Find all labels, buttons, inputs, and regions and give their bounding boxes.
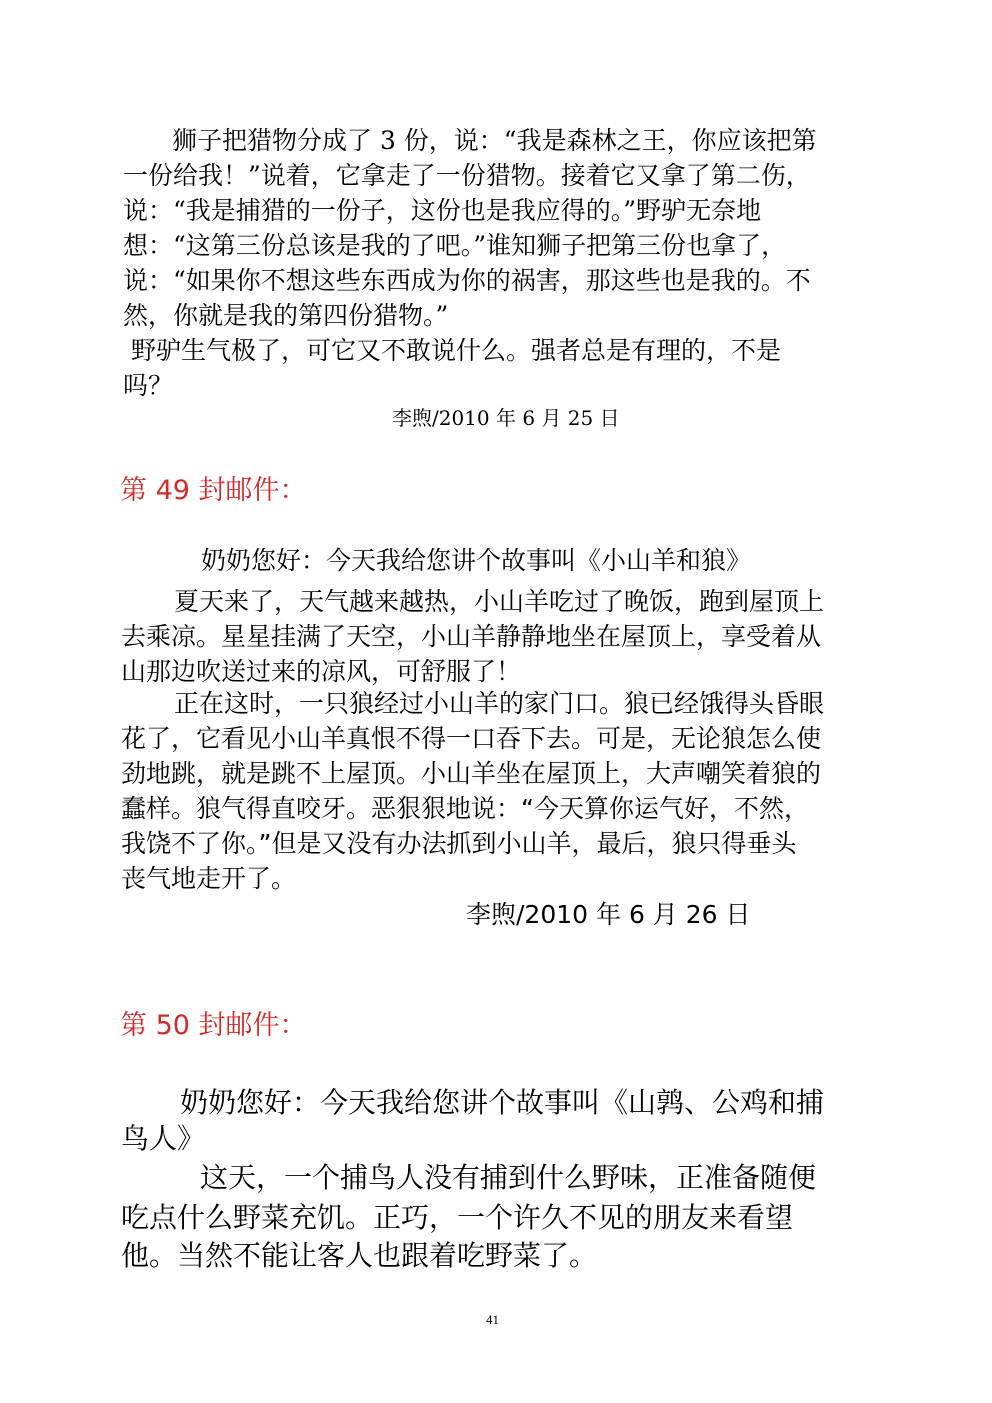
paragraph-line: 狮子把猎物分成了 3 份，说：“我是森林之王，你应该把第 bbox=[172, 126, 817, 155]
paragraph-line: 吗？ bbox=[123, 371, 174, 400]
paragraph-line: 一份给我！”说着，它拿走了一份猎物。接着它又拿了第二伤， bbox=[123, 161, 811, 190]
email-heading: 第 49 封邮件： bbox=[120, 475, 307, 506]
paragraph-line: 花了，它看见小山羊真恨不得一口吞下去。可是，无论狼怎么使 bbox=[121, 724, 822, 753]
page-number: 41 bbox=[486, 1312, 499, 1327]
paragraph-line: 他。当然不能让客人也跟着吃野菜了。 bbox=[121, 1239, 598, 1272]
paragraph-line: 夏天来了，天气越来越热，小山羊吃过了晚饭，跑到屋顶上 bbox=[174, 587, 825, 616]
signature-date: 李煦/2010 年 6 月 26 日 bbox=[466, 900, 751, 929]
paragraph-line: 想：“这第三份总该是我的了吧。”谁知狮子把第三份也拿了， bbox=[123, 231, 787, 260]
signature-date: 李煦/2010 年 6 月 25 日 bbox=[392, 406, 620, 430]
paragraph-line: 我饶不了你。”但是又没有办法抓到小山羊，最后，狼只得垂头 bbox=[121, 829, 797, 858]
paragraph-line: 说：“我是捕猎的一份子，这份也是我应得的。”野驴无奈地 bbox=[123, 196, 762, 225]
paragraph-line: 蠢样。狼气得直咬牙。恶狠狠地说：“今天算你运气好，不然， bbox=[121, 794, 809, 823]
paragraph-line: 山那边吹送过来的凉风，可舒服了！ bbox=[121, 657, 522, 686]
paragraph-line: 说：“如果你不想这些东西成为你的祸害，那这些也是我的。不 bbox=[123, 266, 811, 295]
greeting-line: 奶奶您好：今天我给您讲个故事叫《小山羊和狼》 bbox=[201, 546, 752, 575]
paragraph-line: 吃点什么野菜充饥。正巧，一个许久不见的朋友来看望 bbox=[121, 1201, 794, 1234]
greeting-line: 鸟人》 bbox=[121, 1122, 206, 1155]
paragraph-line: 劲地跳，就是跳不上屋顶。小山羊坐在屋顶上，大声嘲笑着狼的 bbox=[121, 759, 822, 788]
paragraph-line: 然，你就是我的第四份猎物。” bbox=[123, 301, 449, 330]
paragraph-line: 野驴生气极了，可它又不敢说什么。强者总是有理的，不是 bbox=[123, 336, 781, 365]
email-heading: 第 50 封邮件： bbox=[120, 1010, 307, 1041]
paragraph-line: 正在这时，一只狼经过小山羊的家门口。狼已经饿得头昏眼 bbox=[174, 689, 825, 718]
paragraph-line: 去乘凉。星星挂满了天空，小山羊静静地坐在屋顶上，享受着从 bbox=[121, 622, 822, 651]
paragraph-line: 丧气地走开了。 bbox=[121, 864, 297, 893]
greeting-line: 奶奶您好：今天我给您讲个故事叫《山鹑、公鸡和捕 bbox=[180, 1086, 825, 1119]
paragraph-line: 这天，一个捕鸟人没有捕到什么野味，正准备随便 bbox=[200, 1161, 817, 1194]
